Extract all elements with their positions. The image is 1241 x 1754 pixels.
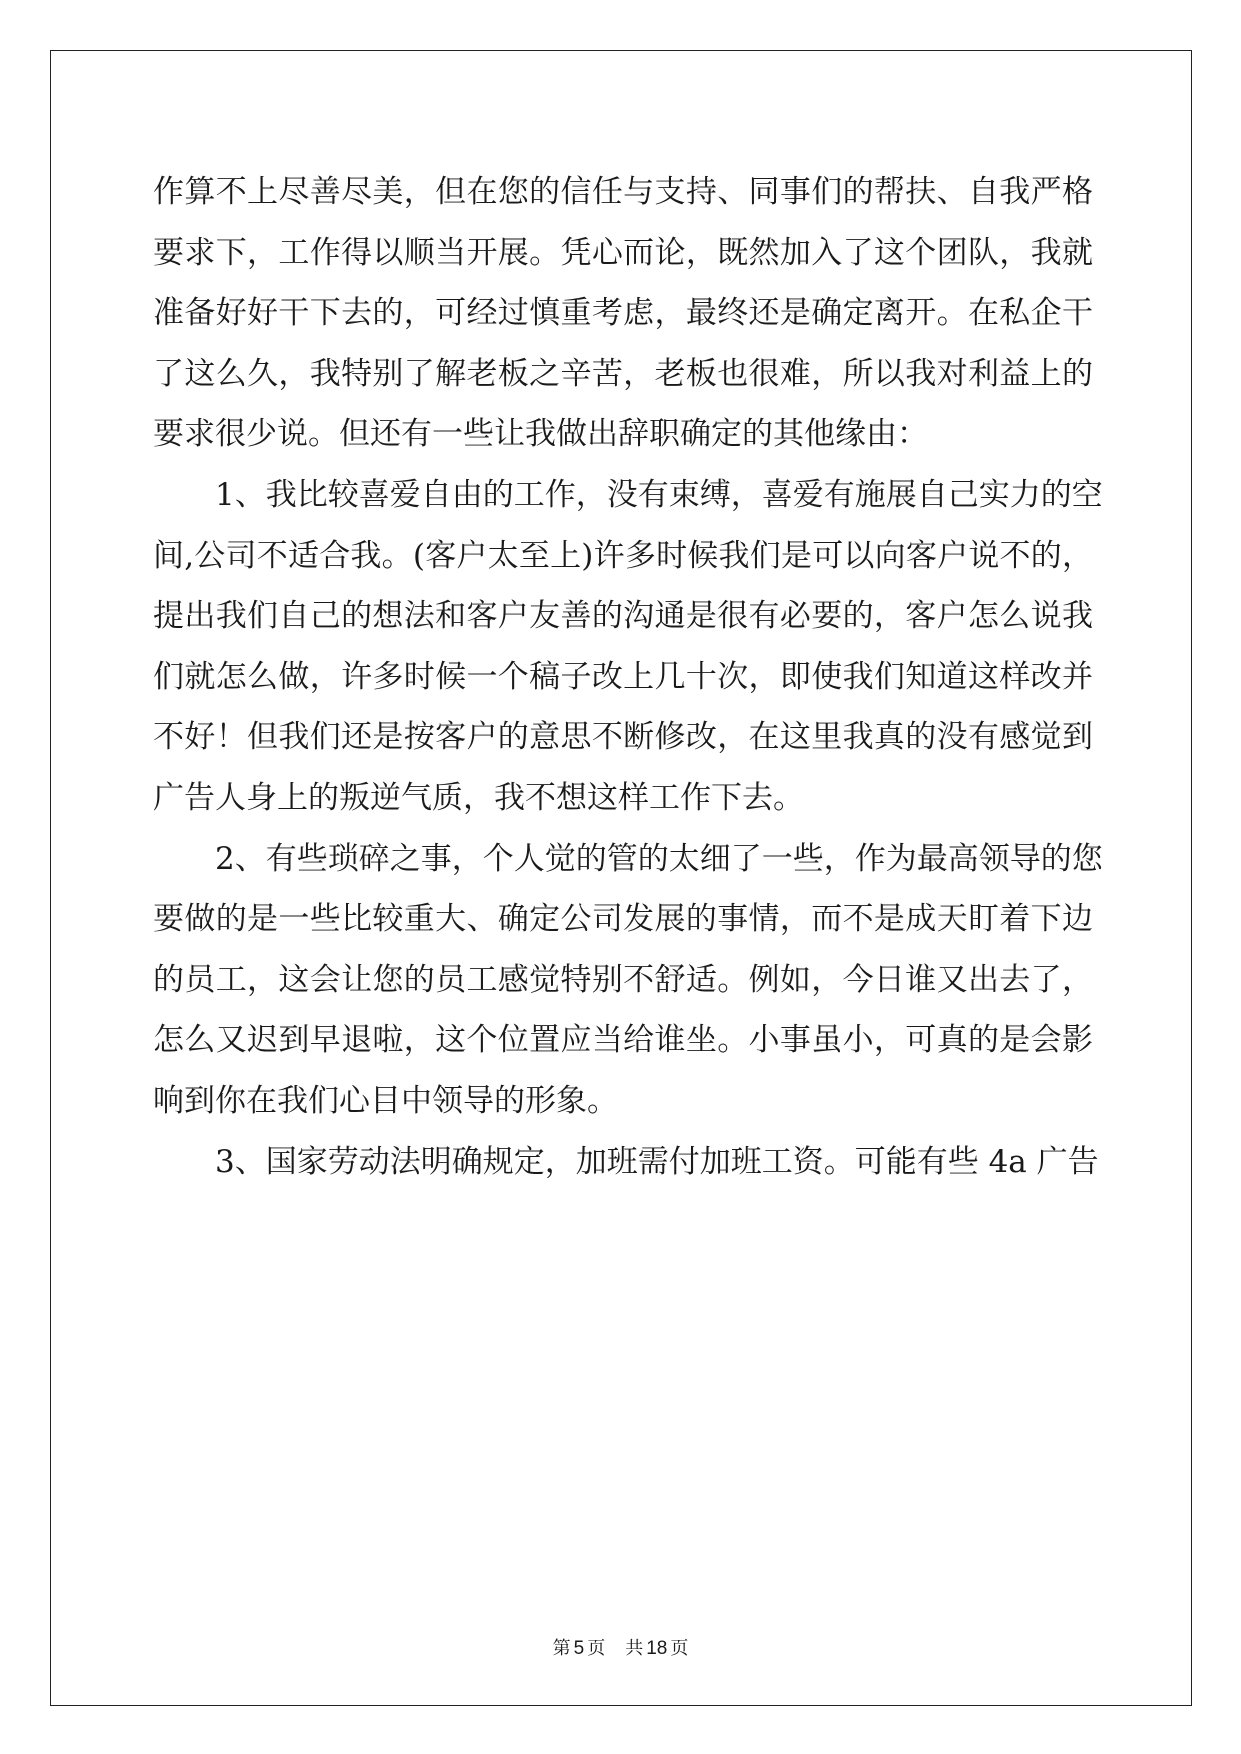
text-line: 要求下，工作得以顺当开展。凭心而论，既然加入了这个团队，我就 (153, 234, 1093, 271)
footer-total-prefix: 共 (625, 1638, 644, 1659)
text-line: 广告人身上的叛逆气质，我不想这样工作下去。 (153, 779, 804, 816)
text-line: 要做的是一些比较重大、确定公司发展的事情，而不是成天盯着下边 (153, 901, 1093, 938)
text-line: 要求很少说。但还有一些让我做出辞职确定的其他缘由： (153, 416, 928, 453)
text-line: 3、国家劳动法明确规定，加班需付加班工资。可能有些 4a 广告 (215, 1143, 1099, 1180)
text-line: 准备好好干下去的，可经过慎重考虑，最终还是确定离开。在私企干 (153, 295, 1093, 332)
footer-page-unit: 页 (587, 1638, 606, 1659)
text-line: 不好！但我们还是按客户的意思不断修改，在这里我真的没有感觉到 (153, 719, 1093, 756)
text-line: 间,公司不适合我。(客户太至上)许多时候我们是可以向客户说不的， (153, 537, 1093, 574)
document-body (153, 162, 1103, 1192)
total-page-number: 18 (646, 1638, 668, 1659)
footer-prefix: 第 (552, 1638, 571, 1659)
page-footer (0, 1634, 1241, 1660)
text-line: 响到你在我们心目中领导的形象。 (153, 1082, 618, 1119)
text-line: 的员工，这会让您的员工感觉特别不舒适。例如，今日谁又出去了， (153, 961, 1093, 998)
text-line: 怎么又迟到早退啦，这个位置应当给谁坐。小事虽小，可真的是会影 (153, 1022, 1093, 1059)
text-line: 了这么久，我特别了解老板之辛苦，老板也很难，所以我对利益上的 (153, 355, 1093, 392)
text-line: 1、我比较喜爱自由的工作，没有束缚，喜爱有施展自己实力的空 (215, 476, 1103, 513)
text-line: 作算不上尽善尽美，但在您的信任与支持、同事们的帮扶、自我严格 (153, 174, 1093, 210)
current-page-number: 5 (573, 1638, 585, 1659)
text-line: 2、有些琐碎之事，个人觉的管的太细了一些，作为最高领导的您 (215, 840, 1103, 877)
text-line: 提出我们自己的想法和客户友善的沟通是很有必要的，客户怎么说我 (153, 598, 1093, 635)
text-line: 们就怎么做，许多时候一个稿子改上几十次，即使我们知道这样改并 (153, 658, 1093, 695)
footer-total-unit: 页 (670, 1638, 689, 1659)
